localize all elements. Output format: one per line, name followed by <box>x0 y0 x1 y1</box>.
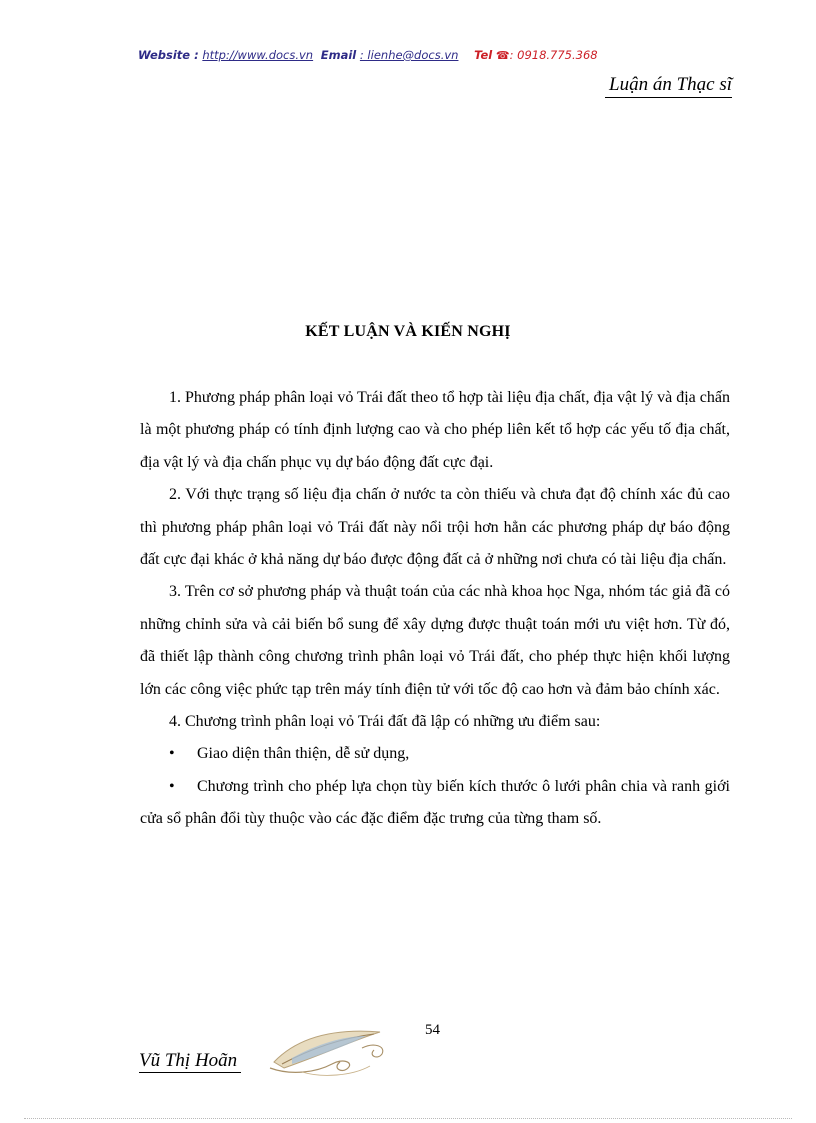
email-label: Email <box>320 48 357 62</box>
bullet-text-2: Chương trình cho phép lựa chọn tùy biến kích thước ô lưới phân chia và ranh giới cửa sổ phân đổi tùy thuộc vào các đặc điểm đặc trưng của từng tham số. <box>140 777 730 828</box>
footer-divider <box>24 1118 792 1119</box>
website-link[interactable]: http://www.docs.vn <box>202 48 314 62</box>
feather-ornament-icon <box>262 1018 402 1078</box>
email-link[interactable]: : lienhe@docs.vn <box>359 48 459 62</box>
tel-value: : 0918.775.368 <box>509 48 598 62</box>
bullet-item-2 <box>140 771 730 836</box>
section-title: KẾT LUẬN VÀ KIẾN NGHỊ <box>305 323 511 340</box>
author-name: Vũ Thị Hoãn <box>139 1050 241 1073</box>
bullet-icon: • <box>169 777 175 795</box>
site-header-line <box>138 48 738 66</box>
paragraph-3: 3. Trên cơ sở phương pháp và thuật toán của các nhà khoa học Nga, nhóm tác giả đã có những chỉnh sửa và cải biến bổ sung để xây dựng được thuật toán mới ưu việt hơn. Từ đó, đã thiết lập thành công chương trình phân loại vỏ Trái đất, cho phép thực hiện khối lượng lớn các công việc phức tạp trên máy tính điện tử với tốc độ cao hơn và đảm bảo chính xác. <box>140 583 730 698</box>
document-type-header: Luận án Thạc sĩ <box>605 74 732 98</box>
bullet-text-1: Giao diện thân thiện, dễ sử dụng, <box>197 745 410 763</box>
bullet-icon: • <box>169 745 175 763</box>
tel-label: Tel <box>474 48 493 62</box>
page-number: 54 <box>425 1022 440 1038</box>
body-text <box>140 382 730 836</box>
website-label: Website : <box>138 48 199 62</box>
phone-icon: ☎ <box>495 49 510 62</box>
paragraph-1: 1. Phương pháp phân loại vỏ Trái đất theo tổ hợp tài liệu địa chất, địa vật lý và địa chấn là một phương pháp có tính định lượng cao và cho phép liên kết tổ hợp các yếu tố địa chất, địa vật lý và địa chấn phục vụ dự báo động đất cực đại. <box>140 389 730 471</box>
paragraph-4: 4. Chương trình phân loại vỏ Trái đất đã lập có những ưu điểm sau: <box>169 713 601 731</box>
bullet-item-1 <box>140 738 730 770</box>
paragraph-2: 2. Với thực trạng số liệu địa chấn ở nước ta còn thiếu và chưa đạt độ chính xác đủ cao thì phương pháp phân loại vỏ Trái đất này nổi trội hơn hẳn các phương pháp dự báo động đất cực đại khác ở khả năng dự báo được động đất cả ở những nơi chưa có tài liệu địa chấn. <box>140 486 730 569</box>
